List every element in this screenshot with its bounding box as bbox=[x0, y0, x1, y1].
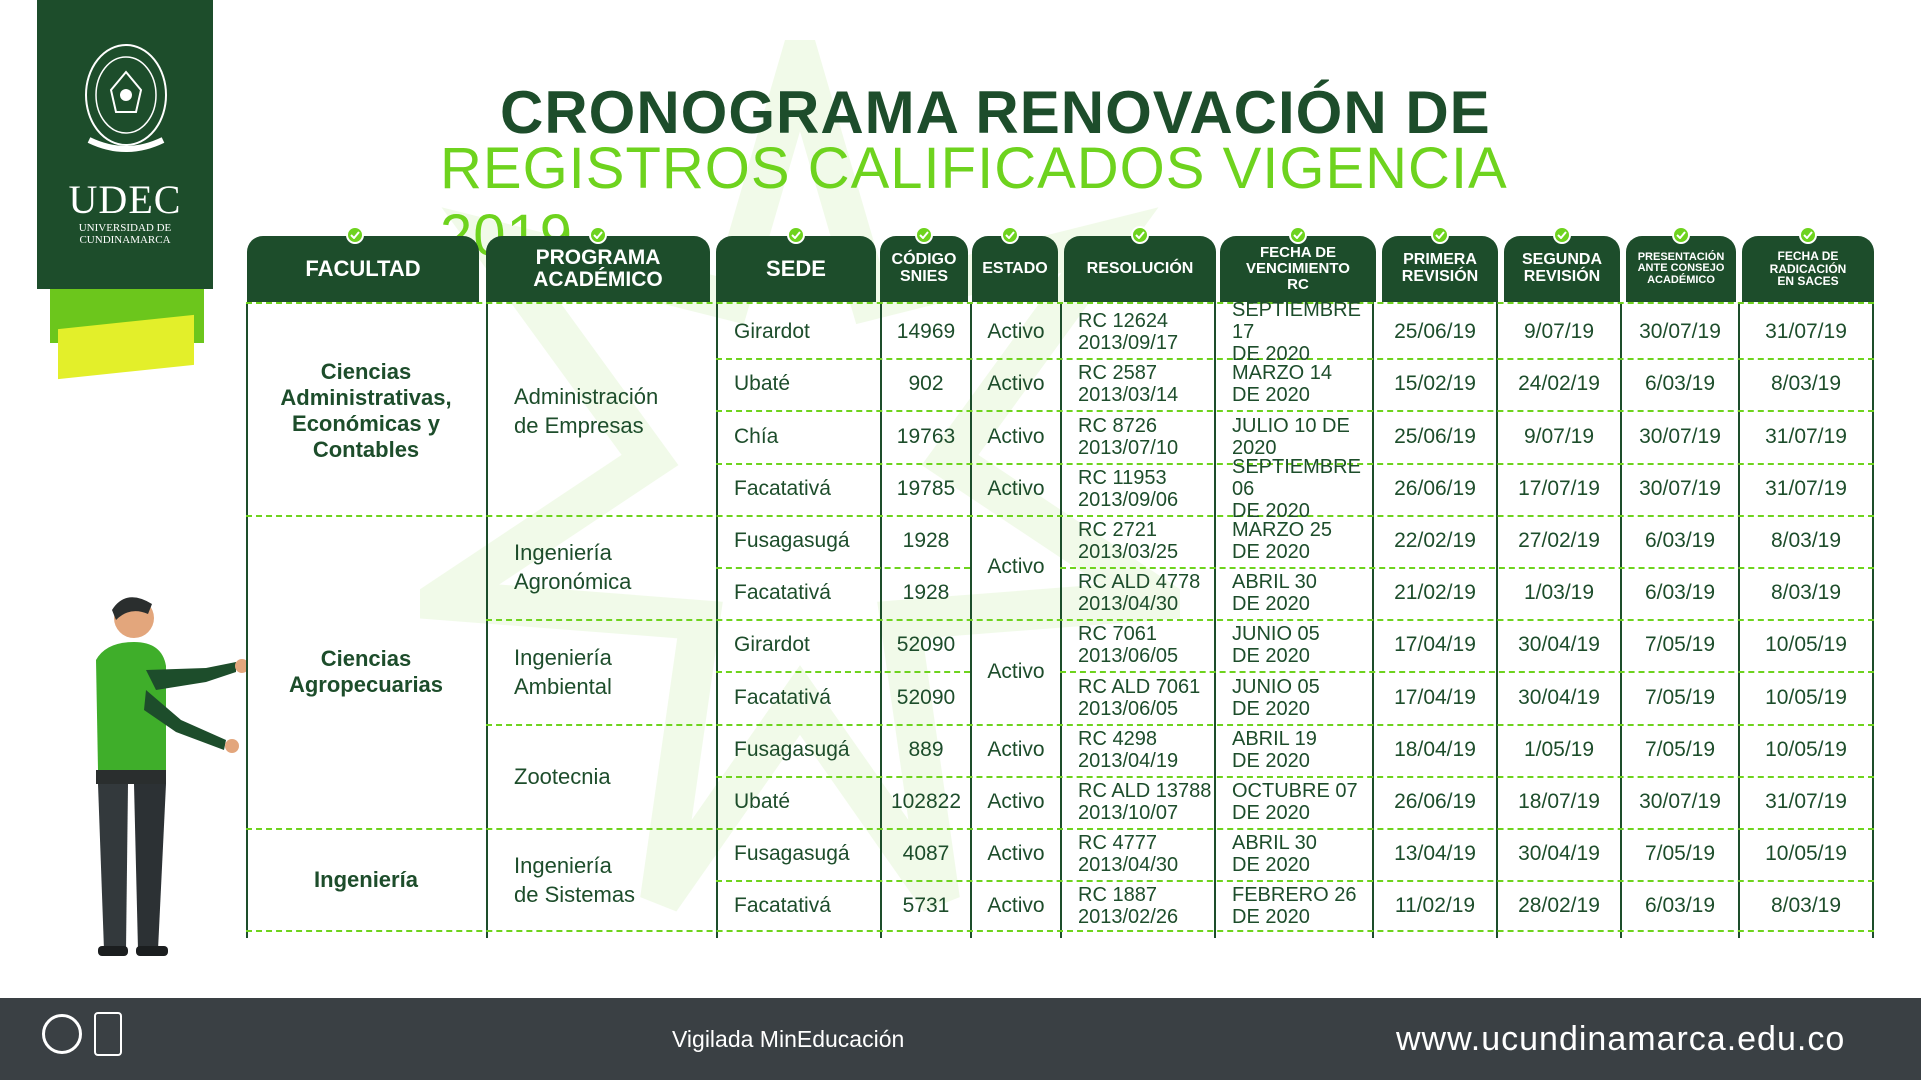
segunda-revision-cell: 17/07/19 bbox=[1518, 477, 1600, 500]
resolucion-cell bbox=[1062, 880, 1214, 932]
codigo-cell: 52090 bbox=[896, 685, 956, 709]
presentacion-cell: 7/05/19 bbox=[1644, 842, 1716, 865]
segunda-revision-cell: 30/04/19 bbox=[1518, 842, 1600, 865]
header-primera-revision: PRIMERA REVISIÓN bbox=[1382, 236, 1498, 302]
estado-merged: Activo bbox=[987, 555, 1045, 578]
check-icon bbox=[1799, 226, 1817, 244]
faculty-name: Ciencias Agropecuarias bbox=[288, 645, 444, 697]
vencimiento-cell bbox=[1216, 456, 1372, 522]
check-icon bbox=[787, 226, 805, 244]
sede-cell: Facatativá bbox=[734, 581, 831, 604]
program-line: Ingeniería bbox=[514, 853, 612, 878]
check-icon bbox=[1672, 226, 1690, 244]
vencimiento-line: SEPTIEMBRE 06 bbox=[1232, 456, 1361, 500]
radicacion-cell: 8/03/19 bbox=[1770, 529, 1842, 552]
estado-cell: Activo bbox=[987, 738, 1045, 761]
sede-cell: Girardot bbox=[734, 633, 810, 656]
codigo-cell: 5731 bbox=[902, 894, 950, 917]
segunda-revision-cell: 30/04/19 bbox=[1518, 685, 1600, 709]
page-subtitle: REGISTROS CALIFICADOS VIGENCIA bbox=[440, 136, 1505, 201]
segunda-revision-cell: 9/07/19 bbox=[1523, 320, 1595, 343]
estado-cell: Activo bbox=[987, 424, 1045, 448]
resolucion-cell bbox=[1062, 410, 1214, 463]
primera-revision-cell: 22/02/19 bbox=[1394, 529, 1476, 552]
vencimiento-line: DE 2020 bbox=[1232, 343, 1310, 365]
codigo-cell: 1928 bbox=[902, 581, 950, 604]
radicacion-cell: 10/05/19 bbox=[1765, 633, 1847, 656]
schedule-table bbox=[246, 299, 1874, 938]
sede-cell: Facatativá bbox=[734, 477, 831, 500]
segunda-revision-cell: 27/02/19 bbox=[1518, 529, 1600, 552]
codigo-cell: 1928 bbox=[902, 529, 950, 552]
resolucion-cell bbox=[1062, 358, 1214, 410]
vencimiento-cell bbox=[1216, 358, 1372, 410]
vencimiento-line: JUNIO 05 bbox=[1232, 623, 1320, 645]
vencimiento-cell bbox=[1216, 619, 1372, 671]
primera-revision-cell: 26/06/19 bbox=[1394, 477, 1476, 500]
program-line: Ingeniería bbox=[514, 644, 612, 670]
sede-cell: Fusagasugá bbox=[734, 842, 850, 865]
radicacion-cell: 10/05/19 bbox=[1765, 685, 1847, 709]
codigo-cell: 19785 bbox=[896, 477, 956, 500]
vencimiento-line: DE 2020 bbox=[1232, 384, 1310, 406]
radicacion-cell: 31/07/19 bbox=[1765, 790, 1847, 813]
segunda-revision-cell: 9/07/19 bbox=[1523, 424, 1595, 448]
program-name bbox=[488, 619, 714, 724]
program-name bbox=[488, 828, 714, 932]
resolucion-line: RC 12624 bbox=[1078, 310, 1169, 332]
sede-cell: Fusagasugá bbox=[734, 529, 850, 552]
resolucion-line: 2013/06/05 bbox=[1078, 697, 1179, 720]
header-estado: ESTADO bbox=[972, 236, 1058, 302]
vencimiento-line: ABRIL 30 bbox=[1232, 571, 1317, 593]
vencimiento-line: ABRIL 30 bbox=[1232, 832, 1317, 854]
vencimiento-cell bbox=[1216, 724, 1372, 776]
program-name bbox=[488, 724, 714, 828]
header-segunda-revision: SEGUNDA REVISIÓN bbox=[1504, 236, 1620, 302]
estado-cell: Activo bbox=[987, 842, 1045, 865]
resolucion-cell bbox=[1062, 515, 1214, 567]
primera-revision-cell: 17/04/19 bbox=[1394, 685, 1476, 709]
vencimiento-cell bbox=[1216, 880, 1372, 932]
resolucion-line: 2013/09/06 bbox=[1078, 489, 1179, 511]
header-resolucion: RESOLUCIÓN bbox=[1064, 236, 1216, 302]
row-divider bbox=[246, 302, 1874, 304]
vencimiento-line: SEPTIEMBRE 17 bbox=[1232, 299, 1361, 343]
vencimiento-cell bbox=[1216, 828, 1372, 880]
presenter-illustration bbox=[86, 590, 246, 960]
resolucion-line: 2013/03/14 bbox=[1078, 384, 1179, 406]
presentacion-cell: 7/05/19 bbox=[1644, 633, 1716, 656]
program-line: de Sistemas bbox=[514, 882, 636, 907]
segunda-revision-cell: 1/05/19 bbox=[1523, 738, 1595, 761]
estado-cell: Activo bbox=[987, 320, 1045, 343]
resolucion-cell bbox=[1062, 306, 1214, 358]
program-line: Zootecnia bbox=[514, 763, 611, 789]
vencimiento-cell bbox=[1216, 567, 1372, 619]
vencimiento-line: DE 2020 bbox=[1232, 750, 1310, 772]
presentacion-cell: 7/05/19 bbox=[1644, 685, 1716, 709]
primera-revision-cell: 21/02/19 bbox=[1394, 581, 1476, 604]
presentacion-cell: 30/07/19 bbox=[1639, 320, 1721, 343]
segunda-revision-cell: 18/07/19 bbox=[1518, 790, 1600, 813]
presentacion-cell: 30/07/19 bbox=[1639, 477, 1721, 500]
codigo-cell: 902 bbox=[908, 372, 944, 395]
certification-icon bbox=[94, 1012, 122, 1056]
program-line: de Empresas bbox=[514, 412, 644, 438]
presentacion-cell: 7/05/19 bbox=[1644, 738, 1716, 761]
estado-cell: Activo bbox=[987, 790, 1045, 813]
radicacion-cell: 31/07/19 bbox=[1765, 320, 1847, 343]
resolucion-line: RC 4298 bbox=[1078, 728, 1157, 750]
resolucion-line: RC 7061 bbox=[1078, 623, 1157, 645]
resolucion-line: RC 8726 bbox=[1078, 414, 1157, 437]
primera-revision-cell: 26/06/19 bbox=[1394, 790, 1476, 813]
resolucion-cell bbox=[1062, 567, 1214, 619]
vencimiento-line: DE 2020 bbox=[1232, 697, 1310, 720]
segunda-revision-cell: 1/03/19 bbox=[1523, 581, 1595, 604]
vencimiento-line: DE 2020 bbox=[1232, 906, 1310, 928]
resolucion-line: 2013/10/07 bbox=[1078, 802, 1179, 824]
vencimiento-line: DE 2020 bbox=[1232, 854, 1310, 876]
primera-revision-cell: 25/06/19 bbox=[1394, 320, 1476, 343]
header-radicacion: FECHA DE RADICACIÓN EN SACES bbox=[1742, 236, 1874, 302]
vencimiento-line: DE 2020 bbox=[1232, 802, 1310, 824]
faculty-name: Ciencias Administrativas, Económicas y Contables bbox=[280, 358, 452, 462]
resolucion-line: RC 2721 bbox=[1078, 519, 1157, 541]
resolucion-line: RC ALD 7061 bbox=[1078, 675, 1201, 698]
sede-cell: Ubaté bbox=[734, 372, 791, 395]
resolucion-line: 2013/04/30 bbox=[1078, 854, 1179, 876]
codigo-cell: 4087 bbox=[902, 842, 950, 865]
check-icon bbox=[1553, 226, 1571, 244]
radicacion-cell: 10/05/19 bbox=[1765, 842, 1847, 865]
segunda-revision-cell: 30/04/19 bbox=[1518, 633, 1600, 656]
primera-revision-cell: 17/04/19 bbox=[1394, 633, 1476, 656]
program-line: Agronómica bbox=[514, 569, 632, 594]
footer bbox=[0, 998, 1921, 1080]
primera-revision-cell: 11/02/19 bbox=[1394, 894, 1476, 917]
program-line: Ambiental bbox=[514, 673, 612, 699]
resolucion-cell bbox=[1062, 828, 1214, 880]
university-seal-icon bbox=[81, 40, 171, 170]
check-icon bbox=[589, 226, 607, 244]
program-name bbox=[488, 515, 714, 619]
codigo-cell: 889 bbox=[908, 738, 944, 761]
sede-cell: Girardot bbox=[734, 320, 810, 343]
estado-cell: Activo bbox=[987, 372, 1045, 395]
resolucion-cell bbox=[1062, 463, 1214, 515]
check-icon bbox=[1431, 226, 1449, 244]
radicacion-cell: 31/07/19 bbox=[1765, 477, 1847, 500]
check-icon bbox=[915, 226, 933, 244]
header-presentacion: PRESENTACIÓN ANTE CONSEJO ACADÉMICO bbox=[1626, 236, 1736, 302]
vencimiento-line: OCTUBRE 07 bbox=[1232, 780, 1358, 802]
check-icon bbox=[346, 226, 364, 244]
vencimiento-line: MARZO 14 bbox=[1232, 362, 1333, 384]
resolucion-line: RC 1887 bbox=[1078, 884, 1157, 906]
program-line: Administración bbox=[514, 383, 659, 409]
column-divider bbox=[246, 302, 248, 938]
resolucion-line: RC ALD 13788 bbox=[1078, 780, 1212, 802]
segunda-revision-cell: 28/02/19 bbox=[1518, 894, 1600, 917]
radicacion-cell: 31/07/19 bbox=[1765, 424, 1847, 448]
presentacion-cell: 30/07/19 bbox=[1639, 424, 1721, 448]
resolucion-line: 2013/04/19 bbox=[1078, 750, 1179, 772]
vencimiento-line: JUNIO 05 bbox=[1232, 675, 1320, 698]
header-codigo: CÓDIGO SNIES bbox=[880, 236, 968, 302]
segunda-revision-cell: 24/02/19 bbox=[1518, 372, 1600, 395]
sede-cell: Chía bbox=[734, 424, 779, 448]
radicacion-cell: 8/03/19 bbox=[1770, 372, 1842, 395]
primera-revision-cell: 15/02/19 bbox=[1394, 372, 1476, 395]
presentacion-cell: 6/03/19 bbox=[1644, 372, 1716, 395]
vencimiento-line: ABRIL 19 bbox=[1232, 728, 1317, 750]
resolucion-line: RC ALD 4778 bbox=[1078, 571, 1201, 593]
vencimiento-line: MARZO 25 bbox=[1232, 519, 1333, 541]
website-link[interactable]: www.ucundinamarca.edu.co bbox=[1396, 1020, 1846, 1058]
presentacion-cell: 6/03/19 bbox=[1644, 529, 1716, 552]
resolucion-line: 2013/07/10 bbox=[1078, 436, 1179, 459]
codigo-cell: 14969 bbox=[896, 320, 956, 343]
radicacion-cell: 8/03/19 bbox=[1770, 894, 1842, 917]
brand-name: UDEC bbox=[68, 177, 182, 222]
resolucion-line: 2013/06/05 bbox=[1078, 645, 1179, 667]
resolucion-line: RC 4777 bbox=[1078, 832, 1157, 854]
sede-cell: Facatativá bbox=[734, 685, 831, 709]
sede-cell: Ubaté bbox=[734, 790, 791, 813]
brand-subtitle: UNIVERSIDAD DE CUNDINAMARCA bbox=[78, 222, 172, 246]
vencimiento-line: DE 2020 bbox=[1232, 645, 1310, 667]
header-fecha-vencimiento: FECHA DE VENCIMIENTO RC bbox=[1220, 236, 1376, 302]
vigilada-text: Vigilada MinEducación bbox=[672, 1026, 905, 1052]
radicacion-cell: 10/05/19 bbox=[1765, 738, 1847, 761]
check-icon bbox=[1001, 226, 1019, 244]
primera-revision-cell: 25/06/19 bbox=[1394, 424, 1476, 448]
resolucion-cell bbox=[1062, 671, 1214, 724]
radicacion-cell: 8/03/19 bbox=[1770, 581, 1842, 604]
check-icon bbox=[1289, 226, 1307, 244]
vencimiento-cell bbox=[1216, 776, 1372, 828]
header-sede: SEDE bbox=[716, 236, 876, 302]
resolucion-line: RC 11953 bbox=[1078, 467, 1167, 489]
codigo-cell: 102822 bbox=[890, 790, 962, 813]
program-line: Ingeniería bbox=[514, 540, 612, 565]
faculty-name: Ingeniería bbox=[314, 867, 418, 892]
resolucion-line: 2013/02/26 bbox=[1078, 906, 1179, 928]
primera-revision-cell: 13/04/19 bbox=[1394, 842, 1476, 865]
estado-cell: Activo bbox=[987, 894, 1045, 917]
presentacion-cell: 6/03/19 bbox=[1644, 581, 1716, 604]
primera-revision-cell: 18/04/19 bbox=[1394, 738, 1476, 761]
sede-cell: Fusagasugá bbox=[734, 738, 850, 761]
estado-merged: Activo bbox=[987, 659, 1045, 683]
resolucion-line: 2013/03/25 bbox=[1078, 541, 1179, 563]
resolucion-cell bbox=[1062, 724, 1214, 776]
logo-panel bbox=[37, 0, 213, 289]
resolucion-line: RC 2587 bbox=[1078, 362, 1157, 384]
presentacion-cell: 6/03/19 bbox=[1644, 894, 1716, 917]
header-facultad: FACULTAD bbox=[247, 236, 479, 302]
vencimiento-line: DE 2020 bbox=[1232, 593, 1310, 615]
vencimiento-cell bbox=[1216, 671, 1372, 724]
resolucion-line: 2013/09/17 bbox=[1078, 332, 1179, 354]
presentacion-cell: 30/07/19 bbox=[1639, 790, 1721, 813]
page-title: CRONOGRAMA RENOVACIÓN DE bbox=[500, 79, 1491, 146]
vencimiento-cell bbox=[1216, 515, 1372, 567]
estado-cell: Activo bbox=[987, 477, 1045, 500]
vencimiento-line: DE 2020 bbox=[1232, 500, 1310, 522]
program-name bbox=[488, 306, 714, 515]
resolucion-cell bbox=[1062, 776, 1214, 828]
vencimiento-line: FEBRERO 26 bbox=[1232, 884, 1357, 906]
codigo-cell: 52090 bbox=[896, 633, 956, 656]
resolucion-cell bbox=[1062, 619, 1214, 671]
sede-cell: Facatativá bbox=[734, 894, 831, 917]
codigo-cell: 19763 bbox=[896, 424, 956, 448]
check-icon bbox=[1131, 226, 1149, 244]
vencimiento-line: DE 2020 bbox=[1232, 541, 1310, 563]
vencimiento-line: 2020 bbox=[1232, 436, 1277, 459]
vencimiento-line: JULIO 10 DE bbox=[1232, 414, 1350, 437]
header-programa: PROGRAMA ACADÉMICO bbox=[486, 236, 710, 302]
certification-icon bbox=[42, 1014, 82, 1054]
vencimiento-cell bbox=[1216, 299, 1372, 365]
resolucion-line: 2013/04/30 bbox=[1078, 593, 1179, 615]
